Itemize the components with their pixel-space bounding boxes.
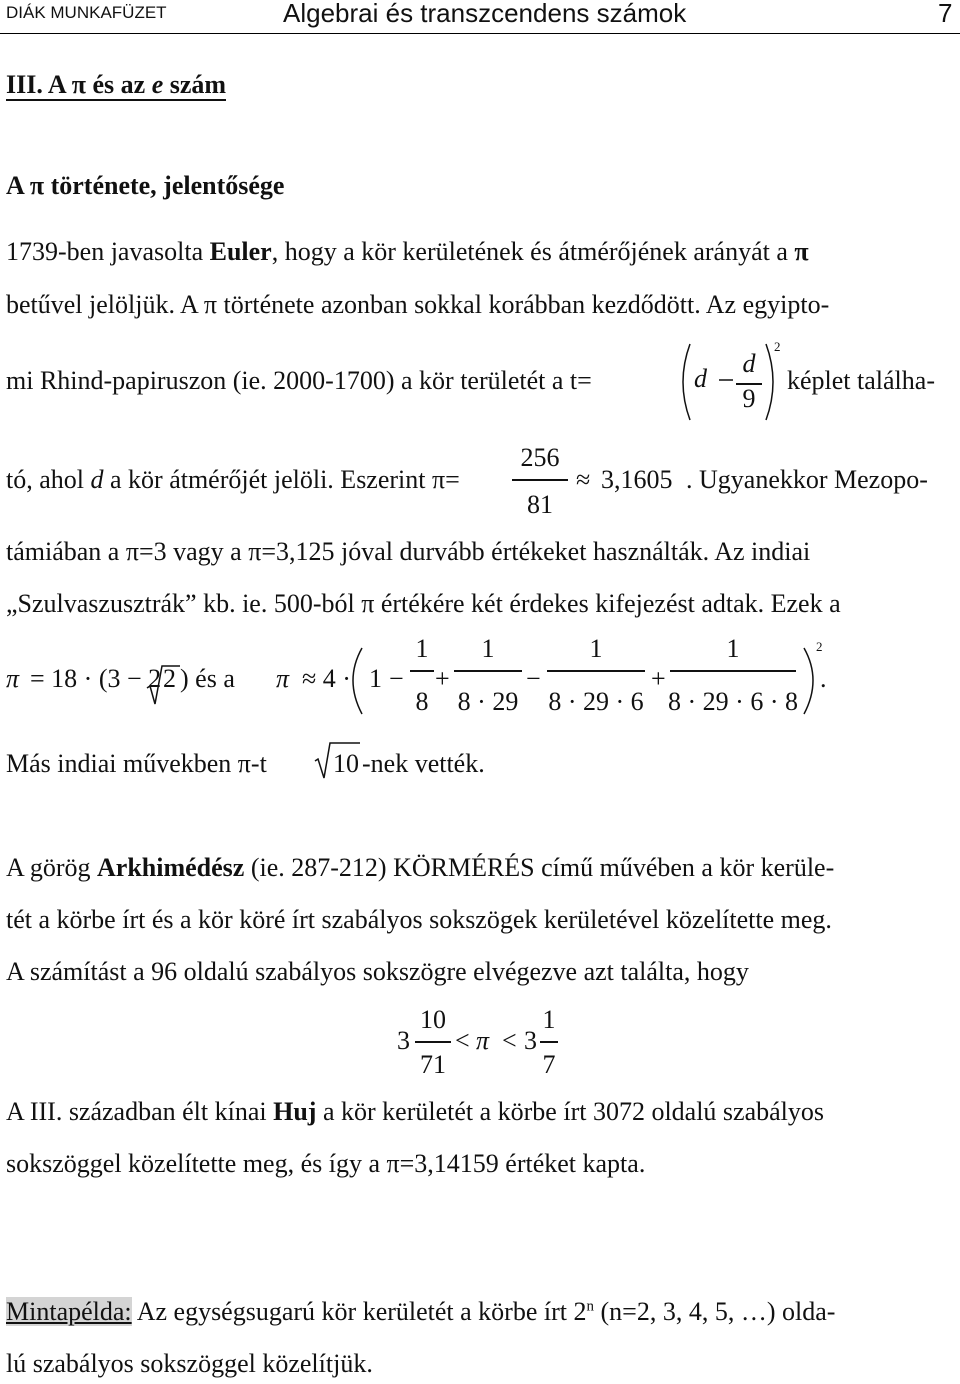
p1-line4-c: a kör átmérőjét jelöli. Eszerint π= [103, 465, 460, 494]
p2-line1-a: A görög [6, 853, 97, 882]
example-sup: n [586, 1298, 594, 1315]
t2-den: 8 · 29 [457, 687, 519, 716]
example-text-a: Az egységsugarú kör kerületét a körbe írt 2 [131, 1297, 587, 1326]
p2-line1-c: (ie. 287-212) KÖRMÉRÉS című művében a kör kerüle- [244, 853, 835, 882]
est-num: 256 [520, 443, 560, 472]
arch-lt2: < [502, 1026, 517, 1055]
p3-line1-c: a kör kerületét a körbe írt 3072 oldalú szabályos [316, 1097, 825, 1126]
p1-line4-d: d [90, 465, 104, 494]
arch-num2: 1 [542, 1005, 556, 1034]
area-d: d [694, 364, 707, 393]
indian-lhs-pi: π [6, 664, 20, 693]
header-left: DIÁK MUNKAFÜZET [6, 3, 167, 22]
section-title-text: III. A π és az e szám [6, 70, 227, 99]
huj-name: Huj [273, 1097, 317, 1126]
indian-one: 1 [369, 664, 382, 693]
arch-pi: π [476, 1026, 490, 1055]
p2-line2: tét a körbe írt és a kör köré írt szabályos sokszögek kerületével közelítette meg. [6, 905, 832, 934]
arch-den2: 7 [542, 1050, 556, 1079]
area-frac-num: d [742, 349, 756, 378]
est-value: 3,1605 [601, 465, 673, 494]
arkhimedesz-name: Arkhimédész [97, 853, 245, 882]
arch-num1: 10 [420, 1005, 446, 1034]
indian-plus1: + [435, 664, 450, 693]
arch-whole1: 3 [397, 1026, 410, 1055]
indian-exponent: 2 [816, 639, 823, 654]
p1-line1-c: , hogy a kör kerületének és átmérőjének arányát a [271, 237, 795, 266]
indian-pi: π [276, 664, 290, 693]
example-line1 [6, 1297, 956, 1327]
indian-root: 2 [163, 664, 176, 693]
sqrt10-value: 10 [333, 749, 359, 778]
p3-line1-a: A III. században élt kínai [6, 1097, 274, 1126]
t1-den: 8 [415, 687, 429, 716]
t3-den: 8 · 29 · 6 [548, 687, 644, 716]
t3-num: 1 [589, 634, 603, 663]
indian-close: ) és a [180, 664, 235, 693]
t4-num: 1 [726, 634, 740, 663]
indian-approx: ≈ 4 · [302, 664, 351, 693]
arch-den1: 71 [420, 1050, 446, 1079]
est-den: 81 [527, 490, 553, 519]
example-text-b: (n=2, 3, 4, 5, …) olda- [594, 1297, 836, 1326]
p1-line6: „Szulvaszusztrák” kb. ie. 500-ból π értékére két érdekes kifejezést adtak. Ezek a [6, 589, 841, 618]
euler-name: Euler [209, 237, 272, 266]
p2-line1 [6, 853, 956, 883]
arch-bar1 [415, 1041, 451, 1043]
p1-line8-a: Más indiai művekben π-t [6, 749, 267, 778]
indian-dot: . [820, 664, 827, 693]
p3-line1 [6, 1097, 956, 1127]
header-title: Algebrai és transzcendens számok [283, 0, 687, 28]
t4-den: 8 · 29 · 6 · 8 [668, 687, 798, 716]
est-approx: ≈ [576, 465, 591, 494]
p2-line3: A számítást a 96 oldalú szabályos sokszögre elvégezve azt találta, hogy [6, 957, 749, 986]
p1-line4-a: tó, ahol [6, 465, 91, 494]
arch-bar2 [540, 1041, 558, 1043]
p1-line2: betűvel jelöljük. A π története azonban sokkal korábban kezdődött. Az egyipto- [6, 290, 830, 319]
area-frac-den: 9 [742, 384, 756, 413]
indian-minus1: − [389, 664, 404, 693]
p1-line4-d-text: . Ugyanekkor Mezopo- [686, 465, 928, 494]
example-line2: lú szabályos sokszöggel közelítjük. [6, 1349, 373, 1378]
p1-line8-b: -nek vették. [362, 749, 485, 778]
p1-line3-a: mi Rhind-papiruszon (ie. 2000-1700) a kör területét a t= [6, 366, 592, 395]
area-exponent: 2 [774, 339, 781, 354]
indian-plus2: + [651, 664, 666, 693]
t1-num: 1 [415, 634, 429, 663]
arch-whole2: 3 [524, 1026, 537, 1055]
p3-line2: sokszöggel közelítette meg, és így a π=3,14159 értéket kapta. [6, 1149, 646, 1178]
pi-symbol: π [794, 237, 809, 266]
indian-eq: = 18 · (3 − 2 [30, 664, 162, 693]
p1-line1-a: 1739-ben javasolta [6, 237, 210, 266]
t2-num: 1 [481, 634, 495, 663]
page-number: 7 [938, 0, 953, 28]
example-label: Mintapélda: [6, 1297, 132, 1326]
subsection-title: A π története, jelentősége [6, 171, 285, 200]
p1-line3-b: képlet találha- [787, 366, 935, 395]
arch-lt1: < [455, 1026, 470, 1055]
indian-minus2: − [526, 664, 541, 693]
p1-line5: támiában a π=3 vagy a π=3,125 jóval durvább értékeket használták. Az indiai [6, 537, 811, 566]
